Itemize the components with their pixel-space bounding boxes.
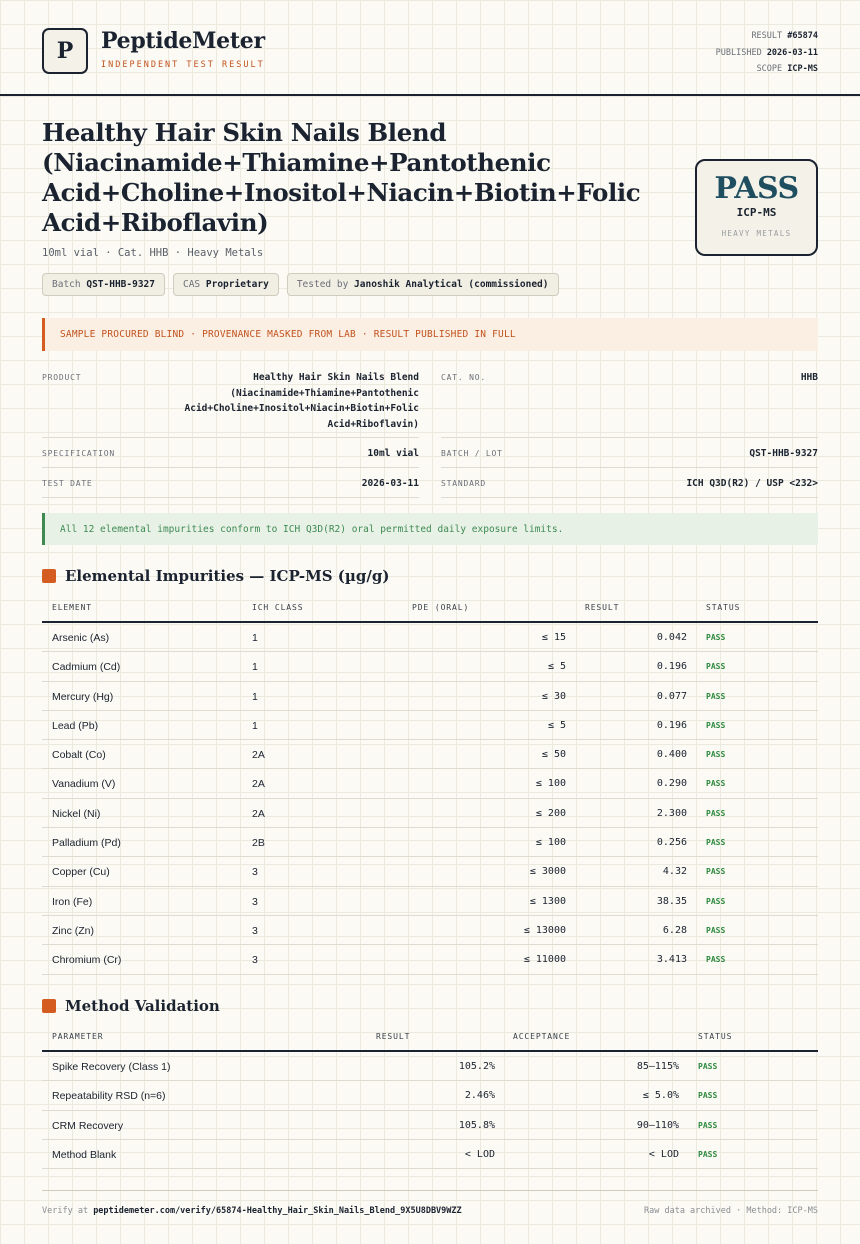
pde-cell: ≤ 100 (535, 837, 566, 849)
status-badge: PASS (706, 691, 726, 701)
acceptance-cell: ≤ 5.0% (642, 1090, 679, 1102)
published-label: PUBLISHED (715, 47, 762, 58)
table-row (42, 1081, 818, 1110)
info-product (42, 365, 419, 438)
info-value: Healthy Hair Skin Nails Blend (Niacinamide+Thiamine+Pantothenic Acid+Choline+Inositol+Niacin+Biotin+Folic Acid+Riboflavin) (184, 372, 419, 430)
chip-label: CAS (182, 279, 201, 290)
status-badge: PASS (698, 1120, 718, 1130)
brand-name: PeptideMeter (101, 28, 265, 54)
info-label: SPECIFICATION (42, 449, 116, 458)
col-acceptance: ACCEPTANCE (513, 1032, 571, 1041)
pde-cell: ≤ 5 (547, 661, 566, 673)
table-row (42, 1111, 818, 1140)
element-cell: Nickel (Ni) (52, 807, 101, 820)
info-label: BATCH / LOT (441, 449, 503, 458)
impurities-table (42, 594, 818, 975)
table-row (42, 828, 818, 857)
verify-prefix: Verify at (42, 1206, 89, 1216)
table-header (42, 594, 818, 623)
table-row (42, 769, 818, 798)
result-cell: 105.2% (458, 1061, 495, 1072)
result-cell: < LOD (464, 1148, 495, 1160)
chip-label: Tested by (296, 279, 349, 290)
table-row (42, 623, 818, 652)
pde-cell: ≤ 11000 (523, 954, 566, 966)
result-cell: 2.300 (656, 807, 687, 819)
chip-value: Proprietary (205, 279, 269, 290)
class-cell: 3 (252, 866, 258, 879)
status-badge: PASS (698, 1062, 718, 1071)
result-cell: 105.8% (458, 1119, 495, 1131)
section-marker-icon (42, 999, 56, 1013)
table-row (42, 682, 818, 711)
table-row (42, 1140, 818, 1169)
table-row (42, 887, 818, 916)
parameter-cell: Method Blank (52, 1148, 117, 1161)
brand-tagline: INDEPENDENT TEST RESULT (101, 60, 265, 70)
verdict-result: PASS (714, 171, 799, 206)
table-row (42, 711, 818, 740)
col-status: STATUS (698, 1032, 733, 1041)
table-row (42, 799, 818, 828)
status-badge: PASS (706, 662, 726, 672)
info-label: TEST DATE (42, 479, 93, 488)
batch-chip (42, 273, 165, 296)
report-meta (716, 28, 818, 78)
blind-notice: SAMPLE PROCURED BLIND · PROVENANCE MASKED FROM LAB · RESULT PUBLISHED IN FULL (42, 318, 818, 351)
col-parameter: PARAMETER (52, 1032, 104, 1041)
info-specification (42, 438, 419, 468)
result-label: RESULT (751, 31, 783, 41)
product-subtitle: 10ml vial · Cat. HHB · Heavy Metals (42, 247, 264, 259)
element-cell: Vanadium (V) (52, 778, 116, 791)
verdict-card (695, 159, 818, 256)
element-cell: Copper (Cu) (52, 866, 110, 879)
class-cell: 3 (252, 895, 258, 908)
table-row (42, 945, 818, 974)
info-value: HHB (800, 372, 818, 383)
col-result: RESULT (376, 1032, 411, 1041)
section-title: Elemental Impurities — ICP-MS (µg/g) (65, 567, 390, 585)
pde-cell: ≤ 15 (541, 632, 566, 643)
pde-cell: ≤ 3000 (529, 866, 566, 878)
table-row (42, 652, 818, 681)
info-standard (441, 468, 818, 498)
info-value: ICH Q3D(R2) / USP <232> (686, 478, 818, 489)
info-cat-no (441, 365, 818, 438)
col-status: STATUS (706, 603, 741, 612)
report-footer (42, 1190, 818, 1216)
info-label: STANDARD (441, 479, 486, 488)
logo-icon: P (42, 28, 88, 74)
acceptance-cell: < LOD (648, 1148, 679, 1160)
info-value: 2026-03-11 (361, 478, 419, 489)
pde-cell: ≤ 30 (541, 690, 566, 702)
class-cell: 2A (252, 749, 265, 762)
status-badge: PASS (706, 633, 726, 642)
verdict-scope: HEAVY METALS (721, 229, 792, 238)
cas-chip (173, 273, 279, 296)
element-cell: Cobalt (Co) (52, 749, 106, 762)
published-date: 2026-03-11 (766, 47, 818, 58)
element-cell: Arsenic (As) (52, 632, 110, 644)
result-number: #65874 (787, 31, 818, 41)
class-cell: 3 (252, 954, 258, 967)
pde-cell: ≤ 200 (535, 807, 566, 819)
verify-link[interactable]: peptidemeter.com/verify/65874-Healthy_Hair_Skin_Nails_Blend_9X5U8DBV9WZZ (93, 1206, 462, 1216)
result-cell: 0.077 (656, 690, 687, 702)
pde-cell: ≤ 1300 (529, 895, 566, 907)
table-header (42, 1023, 818, 1052)
pde-cell: ≤ 100 (535, 778, 566, 790)
class-cell: 2A (252, 807, 265, 820)
element-cell: Iron (Fe) (52, 895, 93, 908)
table-row (42, 916, 818, 945)
table-row (42, 857, 818, 886)
chip-label: Batch (52, 279, 81, 290)
result-cell: 0.196 (656, 661, 687, 673)
chip-value: Janoshik Analytical (commissioned) (354, 279, 549, 290)
status-badge: PASS (706, 867, 726, 877)
element-cell: Zinc (Zn) (52, 924, 94, 937)
result-cell: 0.256 (656, 837, 687, 849)
table-row (42, 1052, 818, 1081)
status-badge: PASS (706, 838, 726, 848)
conformity-message: All 12 elemental impurities conform to ICH Q3D(R2) oral permitted daily exposure limits. (42, 513, 818, 545)
archive-note: Raw data archived · Method: ICP-MS (644, 1206, 818, 1216)
result-cell: 3.413 (656, 954, 687, 966)
col-pde: PDE (ORAL) (412, 603, 470, 612)
pde-cell: ≤ 5 (547, 719, 566, 731)
status-badge: PASS (698, 1149, 718, 1159)
result-cell: 4.32 (662, 866, 687, 878)
element-cell: Chromium (Cr) (52, 954, 122, 967)
report-header (0, 0, 860, 96)
result-cell: 0.042 (656, 632, 687, 643)
verdict-method: ICP-MS (736, 206, 777, 219)
result-cell: 6.28 (662, 924, 687, 936)
validation-heading (42, 997, 220, 1015)
status-badge: PASS (698, 1091, 718, 1101)
status-badge: PASS (706, 750, 726, 760)
class-cell: 1 (252, 719, 258, 732)
acceptance-cell: 90–110% (636, 1119, 679, 1131)
status-badge: PASS (706, 925, 726, 935)
scope-value: ICP-MS (787, 64, 818, 74)
class-cell: 2B (252, 837, 265, 850)
status-badge: PASS (706, 779, 726, 789)
element-cell: Mercury (Hg) (52, 690, 114, 703)
info-label: PRODUCT (42, 373, 82, 382)
element-cell: Cadmium (Cd) (52, 661, 121, 674)
class-cell: 2A (252, 778, 265, 791)
col-result: RESULT (585, 603, 620, 612)
section-title: Method Validation (65, 997, 220, 1015)
parameter-cell: Spike Recovery (Class 1) (52, 1061, 171, 1073)
result-cell: 0.400 (656, 749, 687, 761)
col-element: ELEMENT (52, 603, 93, 612)
scope-label: SCOPE (756, 64, 783, 74)
validation-table (42, 1023, 818, 1169)
status-badge: PASS (706, 955, 726, 965)
table-body (42, 623, 818, 975)
chip-row (42, 273, 559, 296)
result-cell: 2.46% (464, 1090, 495, 1102)
class-cell: 1 (252, 661, 258, 674)
product-title: Healthy Hair Skin Nails Blend (Niacinamide+Thiamine+Pantothenic Acid+Choline+Inositol+Niacin+Biotin+Folic Acid+Riboflavin) (42, 118, 641, 237)
info-value: QST-HHB-9327 (749, 448, 818, 459)
info-batch (441, 438, 818, 468)
element-cell: Palladium (Pd) (52, 837, 121, 850)
acceptance-cell: 85–115% (636, 1061, 679, 1072)
verify-line (42, 1206, 462, 1216)
pde-cell: ≤ 50 (541, 749, 566, 761)
col-class: ICH CLASS (252, 603, 304, 612)
status-badge: PASS (706, 720, 726, 730)
chip-value: QST-HHB-9327 (86, 279, 155, 290)
result-cell: 0.196 (656, 719, 687, 731)
info-value: 10ml vial (367, 448, 419, 459)
pde-cell: ≤ 13000 (523, 924, 566, 936)
impurities-heading (42, 567, 389, 585)
class-cell: 1 (252, 690, 258, 703)
class-cell: 1 (252, 632, 258, 644)
info-label: CAT. NO. (441, 373, 486, 382)
class-cell: 3 (252, 924, 258, 937)
parameter-cell: CRM Recovery (52, 1119, 124, 1132)
parameter-cell: Repeatability RSD (n=6) (52, 1090, 166, 1103)
section-marker-icon (42, 569, 56, 583)
info-test-date (42, 468, 419, 498)
result-cell: 38.35 (656, 895, 687, 907)
result-cell: 0.290 (656, 778, 687, 790)
status-badge: PASS (706, 808, 726, 818)
table-body (42, 1052, 818, 1169)
table-row (42, 740, 818, 769)
tested-by-chip (287, 273, 559, 296)
element-cell: Lead (Pb) (52, 719, 99, 732)
status-badge: PASS (706, 896, 726, 906)
